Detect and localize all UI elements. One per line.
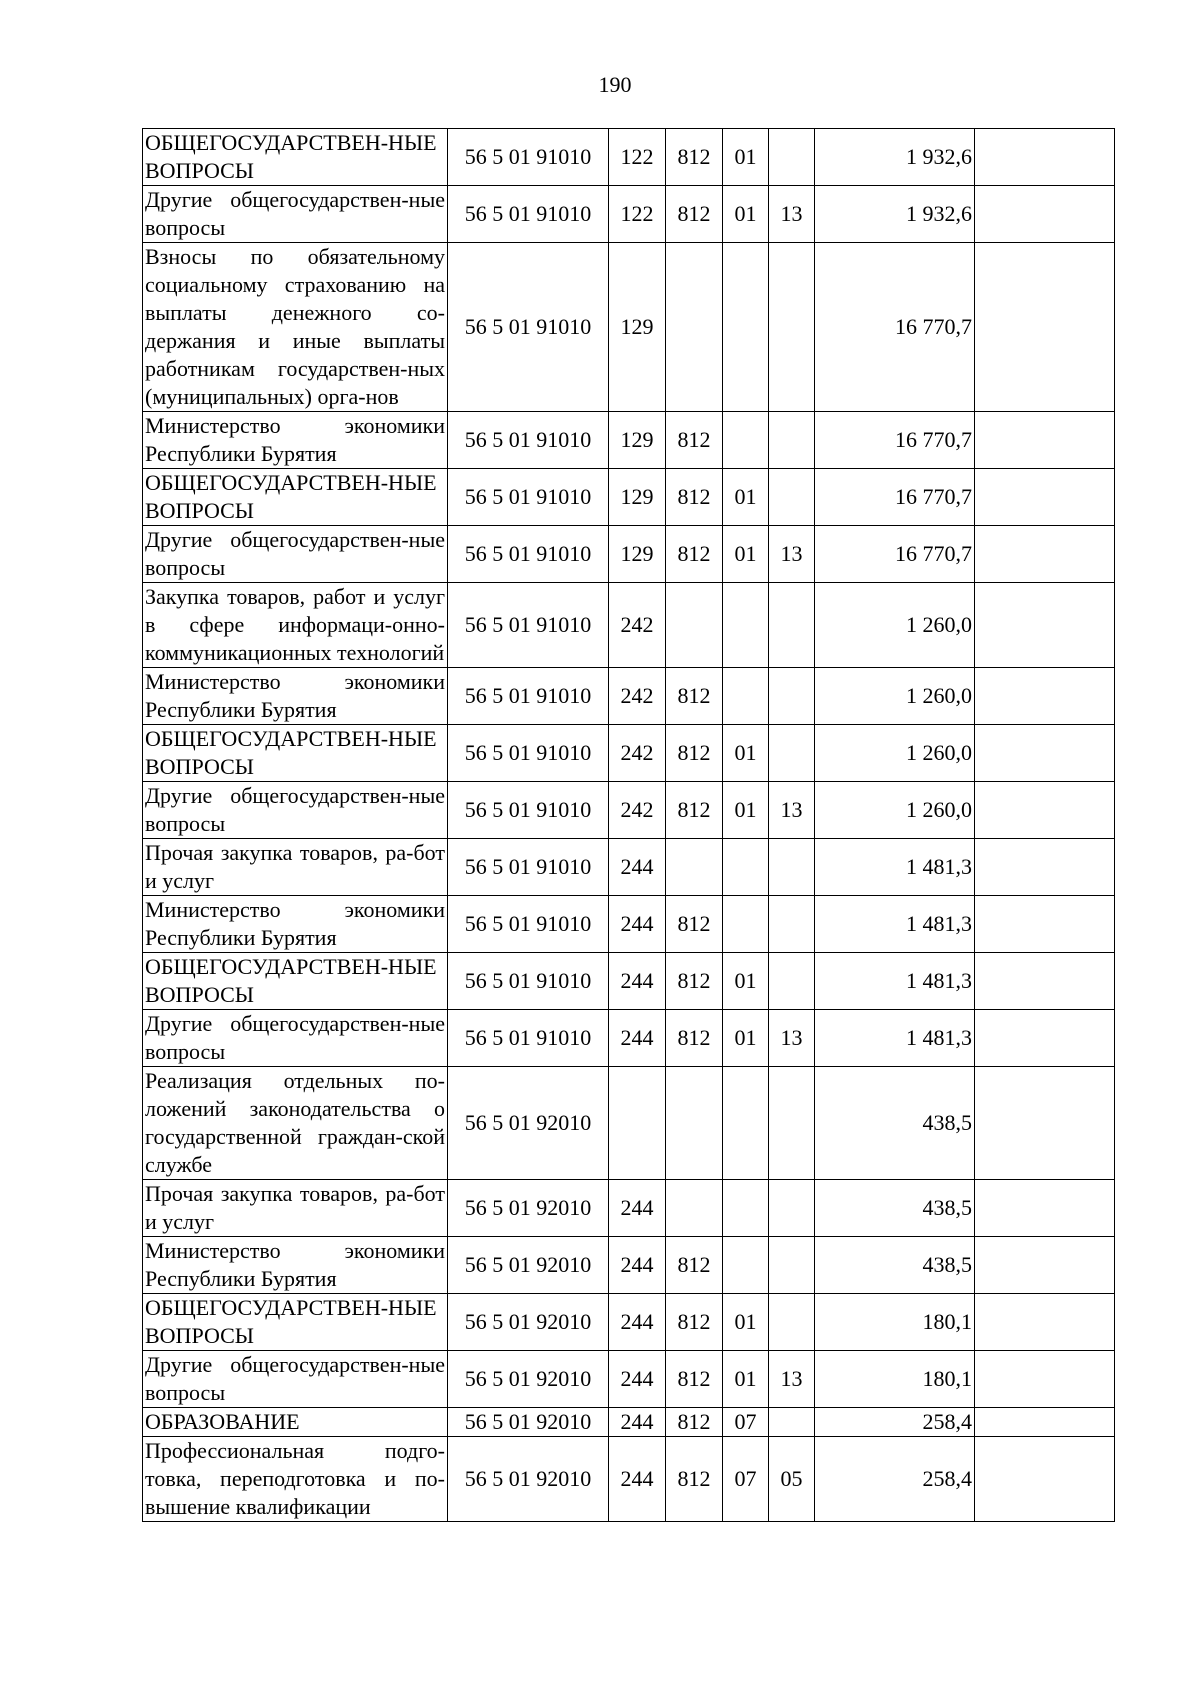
section-cell bbox=[723, 412, 769, 469]
expense-type-cell: 129 bbox=[609, 469, 666, 526]
amount-cell: 16 770,7 bbox=[815, 526, 975, 583]
expense-type-cell: 244 bbox=[609, 839, 666, 896]
target-article-cell: 56 5 01 91010 bbox=[448, 839, 609, 896]
target-article-cell: 56 5 01 91010 bbox=[448, 243, 609, 412]
amount-cell: 1 481,3 bbox=[815, 1010, 975, 1067]
amount-cell: 16 770,7 bbox=[815, 469, 975, 526]
section-cell bbox=[723, 896, 769, 953]
subsection-cell: 13 bbox=[769, 1351, 815, 1408]
table-row bbox=[143, 896, 1115, 953]
expense-type-cell: 129 bbox=[609, 243, 666, 412]
ministry-code-cell: 812 bbox=[666, 186, 723, 243]
amount-cell: 438,5 bbox=[815, 1180, 975, 1237]
target-article-cell: 56 5 01 91010 bbox=[448, 186, 609, 243]
empty-cell bbox=[975, 782, 1115, 839]
target-article-cell: 56 5 01 92010 bbox=[448, 1237, 609, 1294]
amount-cell: 180,1 bbox=[815, 1294, 975, 1351]
ministry-code-cell: 812 bbox=[666, 412, 723, 469]
amount-cell: 1 932,6 bbox=[815, 129, 975, 186]
section-cell bbox=[723, 668, 769, 725]
ministry-code-cell: 812 bbox=[666, 725, 723, 782]
table-row bbox=[143, 1437, 1115, 1522]
subsection-cell bbox=[769, 412, 815, 469]
empty-cell bbox=[975, 953, 1115, 1010]
expense-type-cell: 244 bbox=[609, 1010, 666, 1067]
subsection-cell bbox=[769, 896, 815, 953]
table-row bbox=[143, 1408, 1115, 1437]
table-row bbox=[143, 953, 1115, 1010]
target-article-cell: 56 5 01 91010 bbox=[448, 129, 609, 186]
row-name-cell: Другие общегосударствен-ные вопросы bbox=[143, 1010, 448, 1067]
amount-cell: 16 770,7 bbox=[815, 412, 975, 469]
row-name-cell: Прочая закупка товаров, ра-бот и услуг bbox=[143, 839, 448, 896]
section-cell bbox=[723, 1237, 769, 1294]
empty-cell bbox=[975, 129, 1115, 186]
row-name-cell: Министерство экономики Республики Бурятия bbox=[143, 1237, 448, 1294]
ministry-code-cell: 812 bbox=[666, 1437, 723, 1522]
subsection-cell: 13 bbox=[769, 186, 815, 243]
row-name-cell: Взносы по обязательному социальному страхованию на выплаты денежного со-держания и иные выплаты работникам государствен-ных (муниципальных) орга-нов bbox=[143, 243, 448, 412]
subsection-cell bbox=[769, 1294, 815, 1351]
row-name-cell: Министерство экономики Республики Бурятия bbox=[143, 412, 448, 469]
expense-type-cell: 129 bbox=[609, 412, 666, 469]
table-row bbox=[143, 1237, 1115, 1294]
target-article-cell: 56 5 01 91010 bbox=[448, 668, 609, 725]
empty-cell bbox=[975, 583, 1115, 668]
expense-type-cell: 244 bbox=[609, 953, 666, 1010]
table-row bbox=[143, 583, 1115, 668]
amount-cell: 1 481,3 bbox=[815, 839, 975, 896]
subsection-cell: 13 bbox=[769, 782, 815, 839]
expense-type-cell bbox=[609, 1067, 666, 1180]
row-name-cell: ОБЩЕГОСУДАРСТВЕН-НЫЕ ВОПРОСЫ bbox=[143, 1294, 448, 1351]
subsection-cell bbox=[769, 129, 815, 186]
row-name-cell: Другие общегосударствен-ные вопросы bbox=[143, 526, 448, 583]
amount-cell: 1 260,0 bbox=[815, 782, 975, 839]
empty-cell bbox=[975, 1180, 1115, 1237]
expense-type-cell: 242 bbox=[609, 668, 666, 725]
table-row bbox=[143, 725, 1115, 782]
empty-cell bbox=[975, 1437, 1115, 1522]
empty-cell bbox=[975, 526, 1115, 583]
target-article-cell: 56 5 01 91010 bbox=[448, 1010, 609, 1067]
amount-cell: 16 770,7 bbox=[815, 243, 975, 412]
subsection-cell bbox=[769, 583, 815, 668]
subsection-cell: 05 bbox=[769, 1437, 815, 1522]
row-name-cell: ОБЩЕГОСУДАРСТВЕН-НЫЕ ВОПРОСЫ bbox=[143, 129, 448, 186]
target-article-cell: 56 5 01 92010 bbox=[448, 1067, 609, 1180]
target-article-cell: 56 5 01 91010 bbox=[448, 896, 609, 953]
amount-cell: 1 481,3 bbox=[815, 896, 975, 953]
section-cell bbox=[723, 839, 769, 896]
empty-cell bbox=[975, 1237, 1115, 1294]
table-row bbox=[143, 526, 1115, 583]
expense-type-cell: 244 bbox=[609, 1408, 666, 1437]
target-article-cell: 56 5 01 91010 bbox=[448, 583, 609, 668]
target-article-cell: 56 5 01 92010 bbox=[448, 1180, 609, 1237]
subsection-cell: 13 bbox=[769, 1010, 815, 1067]
target-article-cell: 56 5 01 91010 bbox=[448, 725, 609, 782]
ministry-code-cell: 812 bbox=[666, 1351, 723, 1408]
expense-type-cell: 122 bbox=[609, 186, 666, 243]
row-name-cell: Другие общегосударствен-ные вопросы bbox=[143, 782, 448, 839]
target-article-cell: 56 5 01 91010 bbox=[448, 526, 609, 583]
table-row bbox=[143, 412, 1115, 469]
expense-type-cell: 244 bbox=[609, 1294, 666, 1351]
section-cell: 01 bbox=[723, 1294, 769, 1351]
subsection-cell bbox=[769, 1180, 815, 1237]
subsection-cell bbox=[769, 469, 815, 526]
section-cell: 01 bbox=[723, 725, 769, 782]
expense-type-cell: 244 bbox=[609, 1180, 666, 1237]
target-article-cell: 56 5 01 91010 bbox=[448, 412, 609, 469]
empty-cell bbox=[975, 1067, 1115, 1180]
subsection-cell bbox=[769, 1237, 815, 1294]
ministry-code-cell bbox=[666, 583, 723, 668]
expense-type-cell: 129 bbox=[609, 526, 666, 583]
section-cell: 01 bbox=[723, 526, 769, 583]
empty-cell bbox=[975, 243, 1115, 412]
table-row bbox=[143, 1010, 1115, 1067]
expense-type-cell: 242 bbox=[609, 725, 666, 782]
amount-cell: 1 932,6 bbox=[815, 186, 975, 243]
section-cell: 01 bbox=[723, 782, 769, 839]
row-name-cell: Другие общегосударствен-ные вопросы bbox=[143, 1351, 448, 1408]
subsection-cell bbox=[769, 953, 815, 1010]
subsection-cell: 13 bbox=[769, 526, 815, 583]
row-name-cell: Другие общегосударствен-ные вопросы bbox=[143, 186, 448, 243]
section-cell bbox=[723, 1180, 769, 1237]
amount-cell: 1 481,3 bbox=[815, 953, 975, 1010]
empty-cell bbox=[975, 186, 1115, 243]
row-name-cell: ОБЩЕГОСУДАРСТВЕН-НЫЕ ВОПРОСЫ bbox=[143, 725, 448, 782]
amount-cell: 1 260,0 bbox=[815, 583, 975, 668]
target-article-cell: 56 5 01 91010 bbox=[448, 782, 609, 839]
target-article-cell: 56 5 01 91010 bbox=[448, 469, 609, 526]
budget-table bbox=[142, 128, 1115, 1522]
table-row bbox=[143, 1294, 1115, 1351]
amount-cell: 438,5 bbox=[815, 1067, 975, 1180]
subsection-cell bbox=[769, 1067, 815, 1180]
table-row bbox=[143, 186, 1115, 243]
ministry-code-cell: 812 bbox=[666, 1408, 723, 1437]
target-article-cell: 56 5 01 91010 bbox=[448, 953, 609, 1010]
row-name-cell: ОБЩЕГОСУДАРСТВЕН-НЫЕ ВОПРОСЫ bbox=[143, 953, 448, 1010]
row-name-cell: ОБРАЗОВАНИЕ bbox=[143, 1408, 448, 1437]
empty-cell bbox=[975, 1408, 1115, 1437]
empty-cell bbox=[975, 839, 1115, 896]
ministry-code-cell: 812 bbox=[666, 1010, 723, 1067]
target-article-cell: 56 5 01 92010 bbox=[448, 1294, 609, 1351]
empty-cell bbox=[975, 896, 1115, 953]
expense-type-cell: 242 bbox=[609, 782, 666, 839]
page-number: 190 bbox=[598, 72, 632, 97]
table-row bbox=[143, 243, 1115, 412]
subsection-cell bbox=[769, 243, 815, 412]
section-cell bbox=[723, 583, 769, 668]
row-name-cell: Прочая закупка товаров, ра-бот и услуг bbox=[143, 1180, 448, 1237]
table-row bbox=[143, 668, 1115, 725]
section-cell: 01 bbox=[723, 129, 769, 186]
empty-cell bbox=[975, 469, 1115, 526]
row-name-cell: Реализация отдельных по-ложений законодательства о государственной граждан-ской службе bbox=[143, 1067, 448, 1180]
section-cell bbox=[723, 1067, 769, 1180]
row-name-cell: Министерство экономики Республики Бурятия bbox=[143, 668, 448, 725]
section-cell: 01 bbox=[723, 953, 769, 1010]
table-body bbox=[143, 129, 1115, 1522]
table-row bbox=[143, 129, 1115, 186]
ministry-code-cell: 812 bbox=[666, 953, 723, 1010]
section-cell: 01 bbox=[723, 1351, 769, 1408]
target-article-cell: 56 5 01 92010 bbox=[448, 1408, 609, 1437]
ministry-code-cell: 812 bbox=[666, 1294, 723, 1351]
expense-type-cell: 244 bbox=[609, 1437, 666, 1522]
expense-type-cell: 242 bbox=[609, 583, 666, 668]
ministry-code-cell: 812 bbox=[666, 129, 723, 186]
amount-cell: 1 260,0 bbox=[815, 668, 975, 725]
ministry-code-cell: 812 bbox=[666, 668, 723, 725]
section-cell bbox=[723, 243, 769, 412]
subsection-cell bbox=[769, 668, 815, 725]
ministry-code-cell: 812 bbox=[666, 1237, 723, 1294]
target-article-cell: 56 5 01 92010 bbox=[448, 1437, 609, 1522]
row-name-cell: Профессиональная подго-товка, переподготовка и по-вышение квалификации bbox=[143, 1437, 448, 1522]
section-cell: 01 bbox=[723, 469, 769, 526]
row-name-cell: Закупка товаров, работ и услуг в сфере информаци-онно-коммуникационных технологий bbox=[143, 583, 448, 668]
subsection-cell bbox=[769, 725, 815, 782]
ministry-code-cell bbox=[666, 243, 723, 412]
subsection-cell bbox=[769, 839, 815, 896]
empty-cell bbox=[975, 1351, 1115, 1408]
empty-cell bbox=[975, 1294, 1115, 1351]
target-article-cell: 56 5 01 92010 bbox=[448, 1351, 609, 1408]
ministry-code-cell bbox=[666, 839, 723, 896]
ministry-code-cell: 812 bbox=[666, 896, 723, 953]
table-row bbox=[143, 782, 1115, 839]
row-name-cell: ОБЩЕГОСУДАРСТВЕН-НЫЕ ВОПРОСЫ bbox=[143, 469, 448, 526]
section-cell: 07 bbox=[723, 1408, 769, 1437]
section-cell: 07 bbox=[723, 1437, 769, 1522]
amount-cell: 258,4 bbox=[815, 1408, 975, 1437]
amount-cell: 438,5 bbox=[815, 1237, 975, 1294]
section-cell: 01 bbox=[723, 1010, 769, 1067]
amount-cell: 258,4 bbox=[815, 1437, 975, 1522]
table-row bbox=[143, 1067, 1115, 1180]
empty-cell bbox=[975, 725, 1115, 782]
section-cell: 01 bbox=[723, 186, 769, 243]
amount-cell: 180,1 bbox=[815, 1351, 975, 1408]
expense-type-cell: 244 bbox=[609, 1237, 666, 1294]
ministry-code-cell: 812 bbox=[666, 782, 723, 839]
ministry-code-cell: 812 bbox=[666, 469, 723, 526]
expense-type-cell: 122 bbox=[609, 129, 666, 186]
row-name-cell: Министерство экономики Республики Бурятия bbox=[143, 896, 448, 953]
amount-cell: 1 260,0 bbox=[815, 725, 975, 782]
table-row bbox=[143, 1180, 1115, 1237]
empty-cell bbox=[975, 1010, 1115, 1067]
ministry-code-cell: 812 bbox=[666, 526, 723, 583]
ministry-code-cell bbox=[666, 1067, 723, 1180]
table-row bbox=[143, 839, 1115, 896]
ministry-code-cell bbox=[666, 1180, 723, 1237]
table-row bbox=[143, 469, 1115, 526]
table-row bbox=[143, 1351, 1115, 1408]
subsection-cell bbox=[769, 1408, 815, 1437]
empty-cell bbox=[975, 668, 1115, 725]
expense-type-cell: 244 bbox=[609, 1351, 666, 1408]
empty-cell bbox=[975, 412, 1115, 469]
expense-type-cell: 244 bbox=[609, 896, 666, 953]
